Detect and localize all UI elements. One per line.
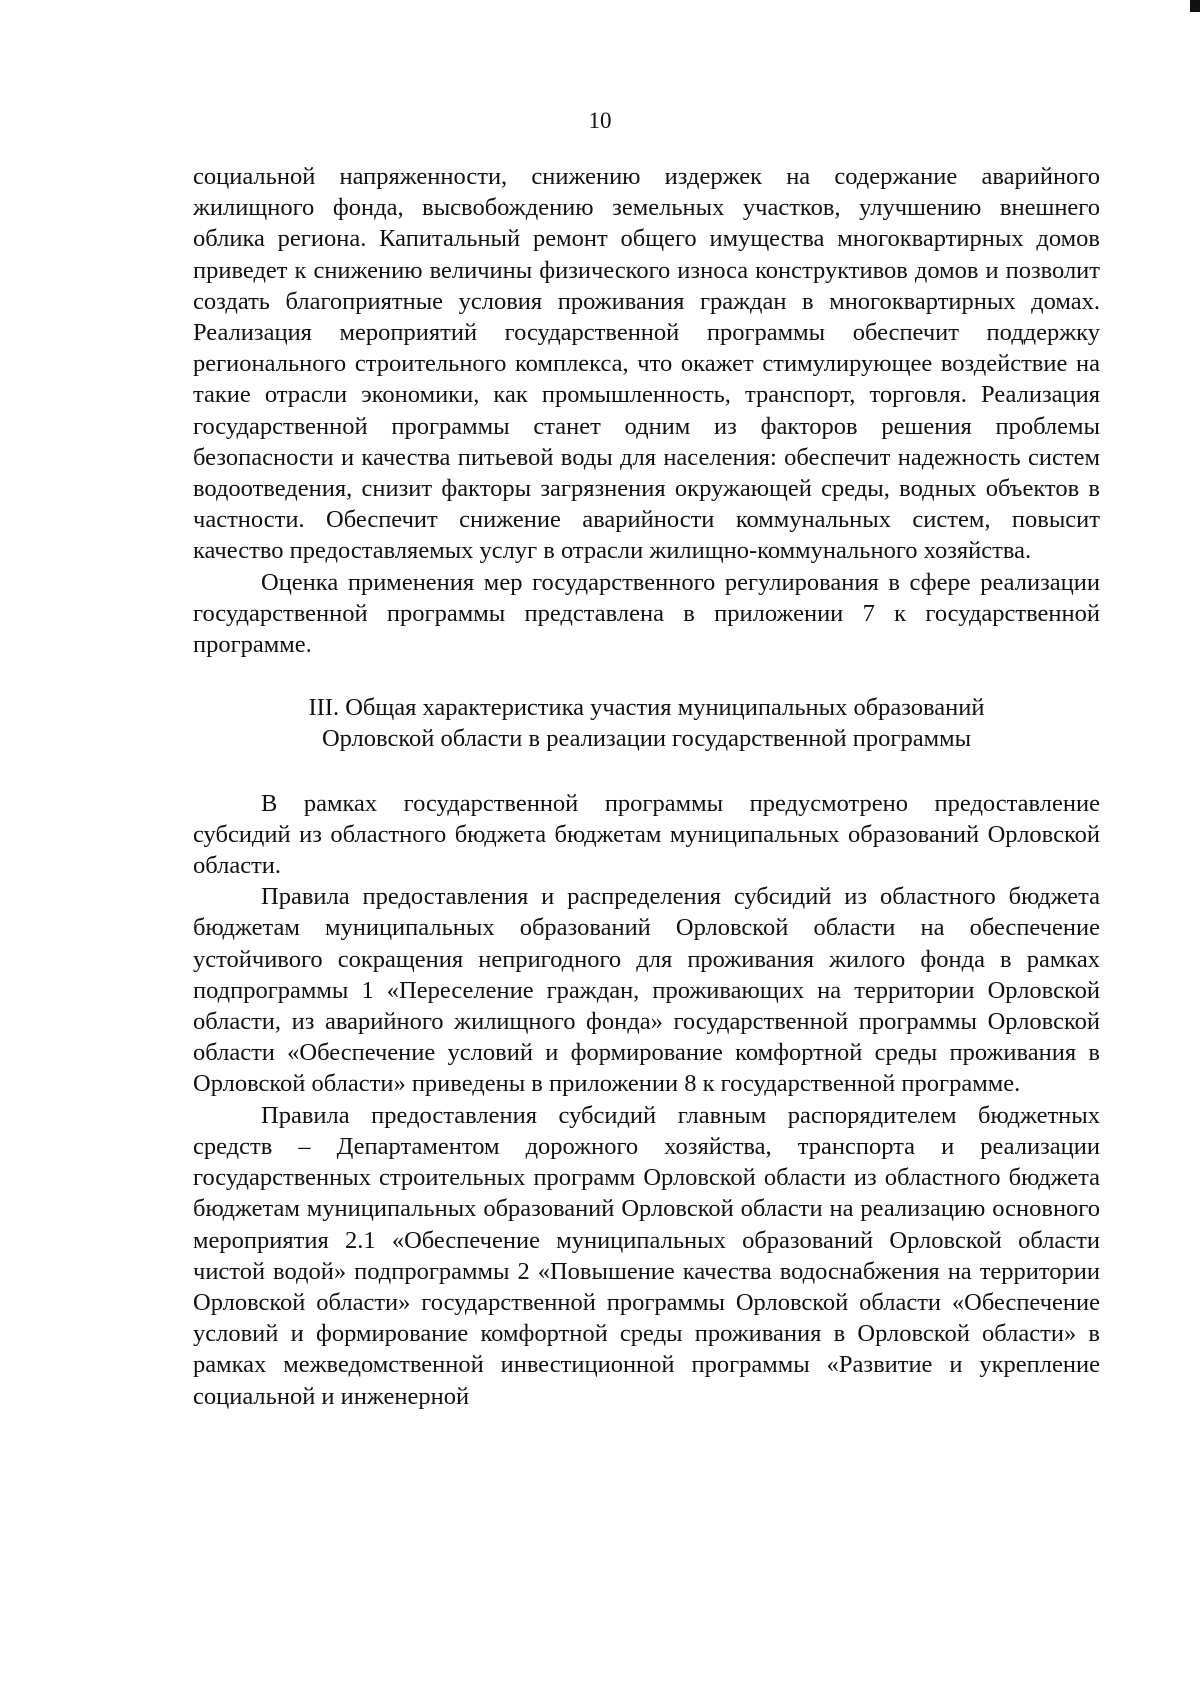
- paragraph-continuation: социальной напряженности, снижению издержек на содержание аварийного жилищного фонда, высвобождению земельных участков, улучшению внешнего облика региона. Капитальный ремонт общего имущества многоквартирных домов приведет к снижению величины физического износа конструктивов домов и позволит создать благоприятные условия проживания граждан в многоквартирных домах. Реализация мероприятий государственной программы обеспечит поддержку регионального строительного комплекса, что окажет стимулирующее воздействие на такие отрасли экономики, как промышленность, транспорт, торговля. Реализация государственной программы станет одним из факторов решения проблемы безопасности и качества питьевой воды для населения: обеспечит надежность систем водоотведения, снизит факторы загрязнения окружающей среды, водных объектов в частности. Обеспечит снижение аварийности коммунальных систем, повысит качество предоставляемых услуг в отрасли жилищно-коммунального хозяйства.: [193, 163, 1100, 565]
- paragraph-regulation-assessment: Оценка применения мер государственного регулирования в сфере реализации государственной программы представлена в приложении 7 к государственной программе.: [193, 568, 1100, 659]
- scan-corner-mark: [1190, 0, 1200, 12]
- document-body: [193, 161, 1100, 1412]
- paragraph-subsidy-rules-housing: Правила предоставления и распределения субсидий из областного бюджета бюджетам муниципальных образований Орловской области на обеспечение устойчивого сокращения непригодного для проживания жилого фонда в рамках подпрограммы 1 «Переселение граждан, проживающих на территории Орловской области, из аварийного жилищного фонда» государственной программы Орловской области «Обеспечение условий и формирование комфортной среды проживания в Орловской области» приведены в приложении 8 к государственной программе.: [193, 883, 1100, 1098]
- paragraph-subsidies-intro: В рамках государственной программы предусмотрено предоставление субсидий из областного бюджета бюджетам муниципальных образований Орловской области.: [193, 789, 1100, 880]
- section-heading: [193, 692, 1100, 754]
- paragraph-subsidy-rules-water: Правила предоставления субсидий главным распорядителем бюджетных средств – Департаментом дорожного хозяйства, транспорта и реализации государственных строительных программ Орловской области из областного бюджета бюджетам муниципальных образований Орловской области на реализацию основного мероприятия 2.1 «Обеспечение муниципальных образований Орловской области чистой водой» подпрограммы 2 «Повышение качества водоснабжения на территории Орловской области» государственной программы Орловской области «Обеспечение условий и формирование комфортной среды проживания в Орловской области» в рамках межведомственной инвестиционной программы «Развитие и укрепление социальной и инженерной: [193, 1101, 1100, 1410]
- page-number: 10: [588, 108, 612, 133]
- section-heading-line-2: Орловской области в реализации государственной программы: [321, 725, 972, 753]
- section-heading-line-1: III. Общая характеристика участия муниципальных образований: [308, 694, 985, 722]
